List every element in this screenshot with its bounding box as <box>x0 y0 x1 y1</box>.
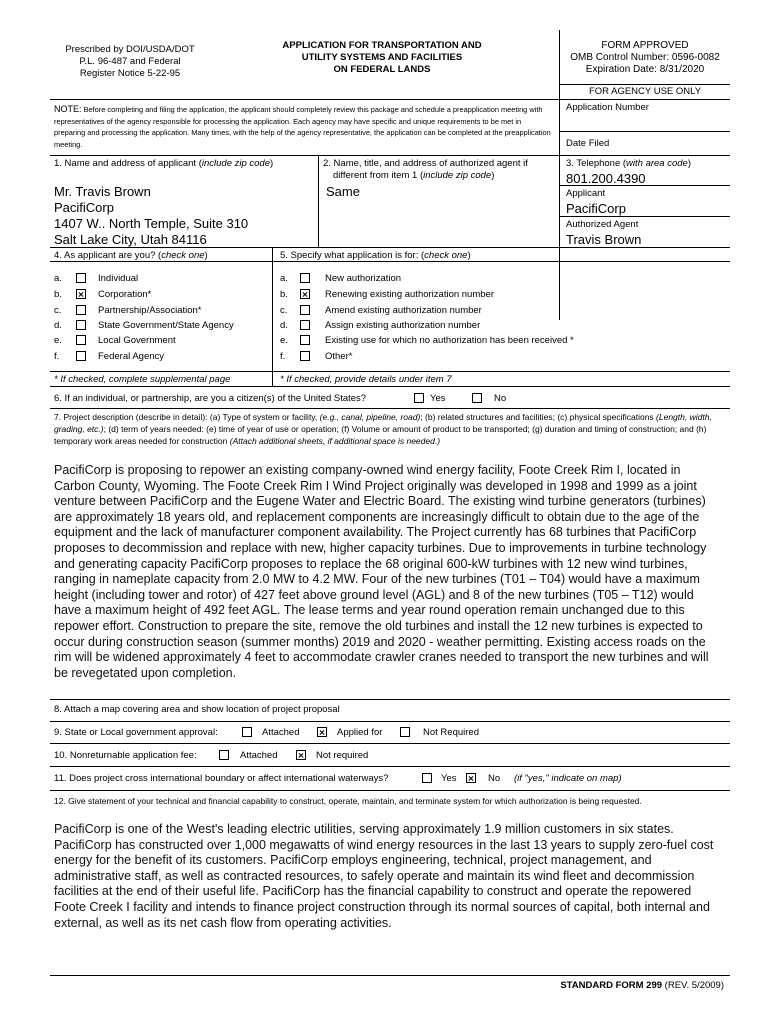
item3-label: 3. Telephone (with area code) <box>566 158 692 169</box>
prescribed-line: Register Notice 5-22-95 <box>79 68 181 79</box>
option-letter: b. <box>54 289 62 300</box>
application-number-label: Application Number <box>566 102 649 113</box>
option-amend: Amend existing authorization number <box>325 305 482 316</box>
item5-footnote: * If checked, provide details under item 7 <box>280 374 452 385</box>
option-renewing: Renewing existing authorization number <box>325 289 494 300</box>
project-description <box>54 463 709 681</box>
citizen-no-label: No <box>494 393 507 404</box>
note-text: Before completing and filing the application, the applicant should completely review this package and schedule a preapplication meeting with representatives of the agency responsible for processing the application. Each agency may have specific and unique requirements to be met in preparing and processing the application. Many times, with the help of the agency representative, the application can be completed at the preapplication meeting. <box>54 105 551 149</box>
statement-line: PacifiCorp has constructed over 1,000 megawatts of wind energy resources in the last 13 years to supply zero-fuel cost <box>54 837 714 852</box>
title-line: UTILITY SYSTEMS AND FACILITIES <box>301 52 463 63</box>
item8-label: 8. Attach a map covering area and show location of project proposal <box>54 704 340 715</box>
statement-line: energy for the benefit of its customers. PacifiCorp employs engineering, technical, project management, and <box>54 853 652 868</box>
description-line: PacifiCorp is proposing to repower an existing company-owned wind energy facility, Foote Creek Rim I, located in <box>54 463 681 477</box>
option-state-government: State Government/State Agency <box>98 320 234 331</box>
description-line: venture between PacifiCorp and the Eugene Water and Electric Board. The existing wind turbine generators (turbines) <box>54 494 706 509</box>
option-letter: a. <box>280 273 288 284</box>
international-yes-label: Yes <box>441 773 457 784</box>
checkbox-renewing[interactable] <box>300 289 310 299</box>
checkbox-international-yes[interactable] <box>422 773 432 783</box>
citizen-yes-label: Yes <box>430 393 446 404</box>
title-line: APPLICATION FOR TRANSPORTATION AND <box>282 40 482 51</box>
option-letter: e. <box>54 335 62 346</box>
approval-applied-label: Applied for <box>337 727 383 738</box>
option-letter: f. <box>54 351 60 362</box>
option-partnership: Partnership/Association* <box>98 305 202 316</box>
approved-line: FORM APPROVED <box>601 40 689 51</box>
note-label: NOTE: <box>54 104 82 114</box>
prescribed-by <box>40 44 220 80</box>
description-line: rim will be widened approximately 4 feet to accommodate crawler cranes needed to transport the new turbines and will <box>54 650 709 665</box>
option-existing-use: Existing use for which no authorization has been received * <box>325 335 574 346</box>
option-letter: b. <box>280 289 288 300</box>
checkbox-state-government[interactable] <box>76 320 86 330</box>
option-letter: c. <box>54 305 62 316</box>
form-approved <box>560 40 730 76</box>
checkbox-federal-agency[interactable] <box>76 351 86 361</box>
statement-line: PacifiCorp is one of the West's leading electric utilities, serving approximately 1.9 million customers in six states. <box>54 822 674 836</box>
option-individual: Individual <box>98 273 139 284</box>
checkbox-international-no[interactable] <box>466 773 476 783</box>
checkbox-approval-attached[interactable] <box>242 727 252 737</box>
description-line: have a maximum height of 492 feet AGL. The lease terms and year round operation remain unchanged due to this <box>54 603 685 618</box>
international-no-label: No <box>488 773 501 784</box>
checkbox-corporation[interactable] <box>76 289 86 299</box>
description-line: height (including tower and rotor) of 427 feet above ground level (AGL) and 8 of the new turbines (T05 – T12) would <box>54 587 694 602</box>
fee-attached-label: Attached <box>240 750 278 761</box>
option-federal-agency: Federal Agency <box>98 351 165 362</box>
applicant-phone-value: PacifiCorp <box>566 201 626 216</box>
agent-value: Same <box>326 184 360 199</box>
item12-label: 12. Give statement of your technical and financial capability to construct, operate, maintain, and terminate system for which authorization is being requested. <box>54 796 642 806</box>
checkbox-new-authorization[interactable] <box>300 273 310 283</box>
description-line: are approximately 18 years old, and replacement components are increasingly difficult to obtain due to the age of the <box>54 509 700 524</box>
fee-not-required-label: Not required <box>316 750 369 761</box>
option-local-government: Local Government <box>98 335 176 346</box>
checkbox-approval-applied[interactable] <box>317 727 327 737</box>
option-letter: d. <box>280 320 288 331</box>
description-line: occur during construction season (summer months) 2019 and 2020 - weather permitting. Existing access roads on the <box>54 634 706 649</box>
statement-line: Foote Creek I facility and intends to finance project construction through its normal sources of capital, both internal and <box>54 899 710 914</box>
item5-label: 5. Specify what application is for: (check one) <box>280 250 471 261</box>
option-letter: c. <box>280 305 288 316</box>
agent-phone-value: Travis Brown <box>566 232 642 247</box>
statement-line: external, as well as its net cash flow from operating activities. <box>54 915 392 930</box>
description-line: ranging in nameplate capacity from 2.0 MW to 4.2 MW. Four of the new turbines (T01 – T04) would have a maximum <box>54 572 700 587</box>
applicant-address <box>54 184 248 248</box>
address-line: PacifiCorp <box>54 200 114 215</box>
description-line: equipment and the lack of manufacturer component availability. The Project currently has 68 turbines that PacifiCorp <box>54 525 697 540</box>
form-footer <box>560 980 724 992</box>
agent-phone-label: Authorized Agent <box>566 219 639 230</box>
checkbox-existing-use[interactable] <box>300 335 310 345</box>
date-filed-label: Date Filed <box>566 138 610 149</box>
option-other: Other* <box>325 351 353 362</box>
description-line: proposes to decommission and replace with new, higher capacity turbines. Due to improvements in turbine technology <box>54 540 707 555</box>
approved-line: OMB Control Number: 0596-0082 <box>570 52 720 63</box>
option-assign: Assign existing authorization number <box>325 320 481 331</box>
checkbox-local-government[interactable] <box>76 335 86 345</box>
option-letter: d. <box>54 320 62 331</box>
checkbox-amend[interactable] <box>300 305 310 315</box>
address-line: Salt Lake City, Utah 84116 <box>54 232 207 247</box>
form-title <box>252 40 512 76</box>
checkbox-fee-not-required[interactable] <box>296 750 306 760</box>
prescribed-line: P.L. 96-487 and Federal <box>79 56 181 67</box>
prescribed-line: Prescribed by DOI/USDA/DOT <box>65 44 195 55</box>
checkbox-other[interactable] <box>300 351 310 361</box>
applicant-phone-label: Applicant <box>566 188 606 199</box>
form-number: STANDARD FORM 299 <box>560 980 663 991</box>
item7-label: 7. Project description (describe in detail): (a) Type of system or facility, (e.g., canal, pipeline, road); (b) related structures and facilities; (c) physical specifications (Length, width, grading, etc.); (d) term of years needed: (e) time of year of use or operation; (f) Volume or amount of product to be transported; (g) duration and timing of construction; and (h) temporary work areas needed for construction (Attach additional sheets, if additional space is needed.) <box>54 412 712 446</box>
capability-statement <box>54 822 713 931</box>
item2-label: 2. Name, title, and address of authorized agent if different from item 1 (include zip code) <box>323 158 528 181</box>
checkbox-partnership[interactable] <box>76 305 86 315</box>
item4-footnote: * If checked, complete supplemental page <box>54 374 231 385</box>
checkbox-fee-attached[interactable] <box>219 750 229 760</box>
approved-line: Expiration Date: 8/31/2020 <box>585 64 705 75</box>
agency-use-heading: FOR AGENCY USE ONLY <box>588 86 702 97</box>
statement-line: facilities at the end of their useful life. PacifiCorp has the financial capability to construct and operate the repowered <box>54 884 692 899</box>
description-line: repower effort. Construction to prepare the site, remove the old turbines and install the 12 new turbines is expected to <box>54 618 703 633</box>
option-letter: e. <box>280 335 288 346</box>
item4-label: 4. As applicant are you? (check one) <box>54 250 208 261</box>
description-line: be revegetated upon completion. <box>54 665 237 680</box>
approval-attached-label: Attached <box>262 727 300 738</box>
checkbox-citizen-no[interactable] <box>472 393 482 403</box>
checkbox-approval-not-required[interactable] <box>400 727 410 737</box>
form-revision: (REV. 5/2009) <box>664 980 724 991</box>
international-note: (if "yes," indicate on map) <box>514 773 622 784</box>
statement-line: administrative staff, as well as contracted resources, to safely operate and maintain its wind fleet and decommission <box>54 868 695 883</box>
checkbox-assign[interactable] <box>300 320 310 330</box>
option-new-authorization: New authorization <box>325 273 402 284</box>
address-line: 1407 W.. North Temple, Suite 310 <box>54 216 249 231</box>
item9-label: 9. State or Local government approval: <box>54 727 218 738</box>
checkbox-individual[interactable] <box>76 273 86 283</box>
note <box>54 104 554 150</box>
item11-label: 11. Does project cross international boundary or affect international waterways? <box>54 773 389 784</box>
approval-not-required-label: Not Required <box>423 727 479 738</box>
option-letter: f. <box>280 351 286 362</box>
item1-label: 1. Name and address of applicant (include zip code) <box>54 158 274 169</box>
address-line: Mr. Travis Brown <box>54 184 151 199</box>
option-letter: a. <box>54 273 62 284</box>
item6-label: 6. If an individual, or partnership, are you a citizen(s) of the United States? <box>54 393 367 404</box>
title-line: ON FEDERAL LANDS <box>333 64 431 75</box>
checkbox-citizen-yes[interactable] <box>414 393 424 403</box>
description-line: Carbon County, Wyoming. The Foote Creek Rim I Wind Project originally was developed in 1998 and 1999 as a joint <box>54 478 697 493</box>
option-corporation: Corporation* <box>98 289 152 300</box>
description-line: and generating capacity PacifiCorp proposes to replace the 68 original 600-kW turbines with 12 new wind turbines, <box>54 556 688 571</box>
item10-label: 10. Nonreturnable application fee: <box>54 750 197 761</box>
phone-value: 801.200.4390 <box>566 171 646 186</box>
